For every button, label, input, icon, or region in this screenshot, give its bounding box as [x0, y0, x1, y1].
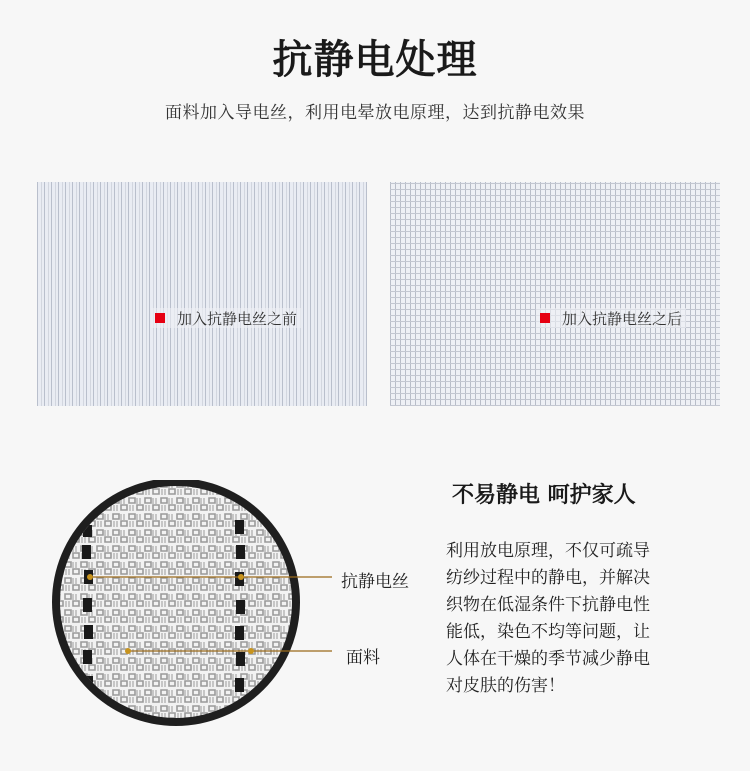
description-line: 对皮肤的伤害！	[446, 676, 565, 696]
before-label: 加入抗静电丝之前	[177, 309, 298, 328]
page-subtitle: 面料加入导电丝，利用电晕放电原理，达到抗静电效果	[165, 103, 585, 123]
description-line: 利用放电原理，不仅可疏导	[446, 541, 650, 561]
description-line: 能低，染色不均等问题，让	[446, 622, 650, 642]
after-label: 加入抗静电丝之后	[562, 309, 683, 328]
fabric-before-image	[37, 182, 367, 406]
magnified-fabric-diagram	[0, 480, 350, 767]
before-caption	[151, 308, 301, 328]
page-title: 抗静电处理	[272, 37, 478, 83]
feature-description	[446, 538, 706, 700]
antistatic-wire-label: 抗静电丝	[341, 572, 409, 592]
description-line: 人体在干燥的季节减少静电	[446, 649, 650, 669]
fabric-after-image	[390, 182, 720, 406]
magnifier-illustration	[0, 480, 350, 767]
description-line: 织物在低湿条件下抗静电性	[446, 595, 650, 615]
fabric-label: 面料	[346, 648, 380, 668]
feature-heading: 不易静电 呵护家人	[452, 483, 636, 508]
red-marker-icon	[155, 313, 165, 323]
description-line: 纺纱过程中的静电，并解决	[446, 568, 650, 588]
after-caption	[536, 308, 686, 328]
red-marker-icon	[540, 313, 550, 323]
